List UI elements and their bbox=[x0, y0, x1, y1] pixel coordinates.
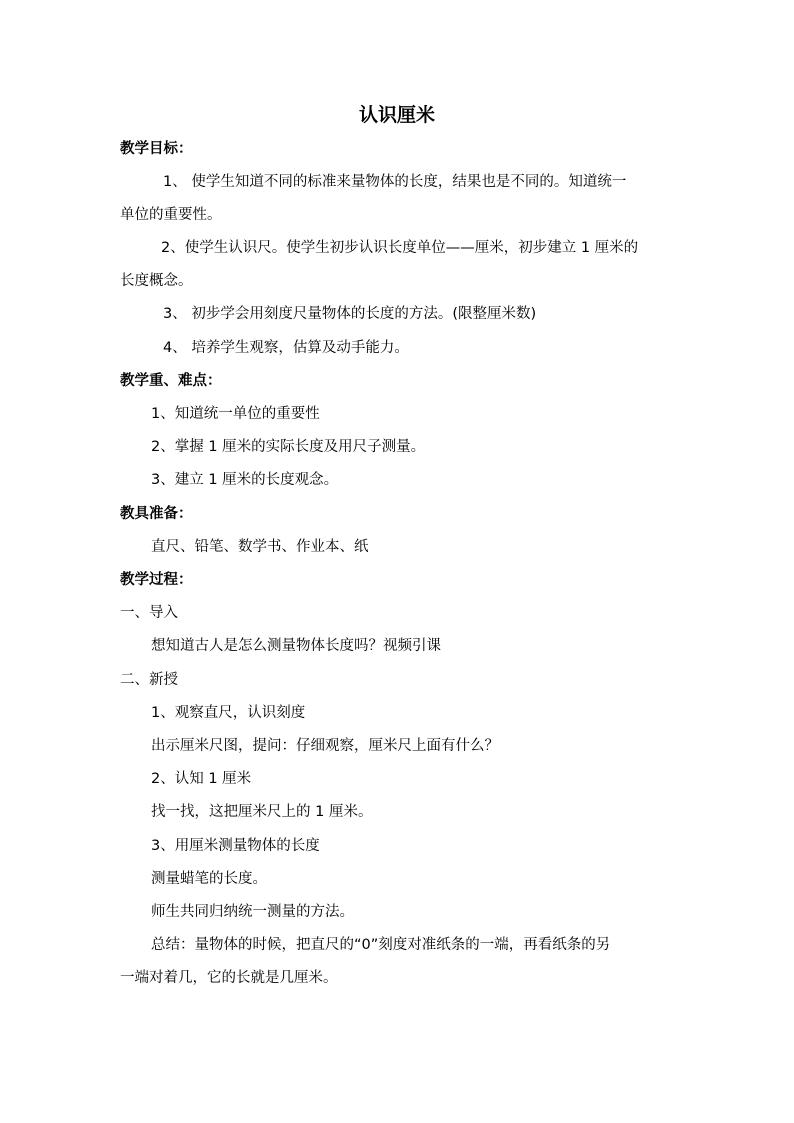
key-point-2: 2、掌握 1 厘米的实际长度及用尺子测量。 bbox=[151, 439, 426, 455]
step-2-text: 找一找，这把厘米尺上的 1 厘米。 bbox=[151, 804, 373, 820]
key-point-1: 1、知道统一单位的重要性 bbox=[151, 406, 320, 422]
key-point-3: 3、建立 1 厘米的长度观念。 bbox=[151, 472, 339, 488]
step-3-heading: 3、用厘米测量物体的长度 bbox=[151, 838, 320, 854]
goal-2-line-1: 2、使学生认识尺。使学生初步认识长度单位——厘米，初步建立 1 厘米的 bbox=[161, 240, 639, 256]
goal-4: 4、 培养学生观察，估算及动手能力。 bbox=[163, 340, 409, 356]
step-3-text-1: 测量蜡笔的长度。 bbox=[151, 871, 267, 887]
goal-2-line-2: 长度概念。 bbox=[120, 273, 193, 289]
step-3-text-2: 师生共同归纳统一测量的方法。 bbox=[151, 904, 354, 920]
section-intro-heading: 一、导入 bbox=[120, 605, 178, 621]
section-intro-text: 想知道古人是怎么测量物体长度吗？视频引课 bbox=[151, 638, 441, 654]
step-1-text: 出示厘米尺图，提问：仔细观察，厘米尺上面有什么？ bbox=[151, 738, 499, 754]
teaching-goals-heading: 教学目标： bbox=[120, 141, 193, 157]
materials-list: 直尺、铅笔、数学书、作业本、纸 bbox=[151, 539, 369, 555]
process-heading: 教学过程： bbox=[120, 572, 193, 588]
summary-line-2: 一端对着几，它的长就是几厘米。 bbox=[120, 970, 338, 986]
goal-3: 3、 初步学会用刻度尺量物体的长度的方法。(限整厘米数) bbox=[163, 306, 537, 322]
step-2-heading: 2、认知 1 厘米 bbox=[151, 771, 252, 787]
summary-line-1: 总结：量物体的时候，把直尺的“0”刻度对准纸条的一端，再看纸条的另 bbox=[151, 937, 611, 953]
goal-1-line-2: 单位的重要性。 bbox=[120, 207, 222, 223]
key-points-heading: 教学重、难点： bbox=[120, 373, 222, 389]
goal-1-line-1: 1、 使学生知道不同的标准来量物体的长度，结果也是不同的。知道统一 bbox=[163, 174, 627, 190]
document-title: 认识厘米 bbox=[358, 104, 435, 126]
materials-heading: 教具准备： bbox=[120, 506, 193, 522]
step-1-heading: 1、观察直尺，认识刻度 bbox=[151, 705, 306, 721]
section-new-lesson-heading: 二、新授 bbox=[120, 672, 178, 688]
